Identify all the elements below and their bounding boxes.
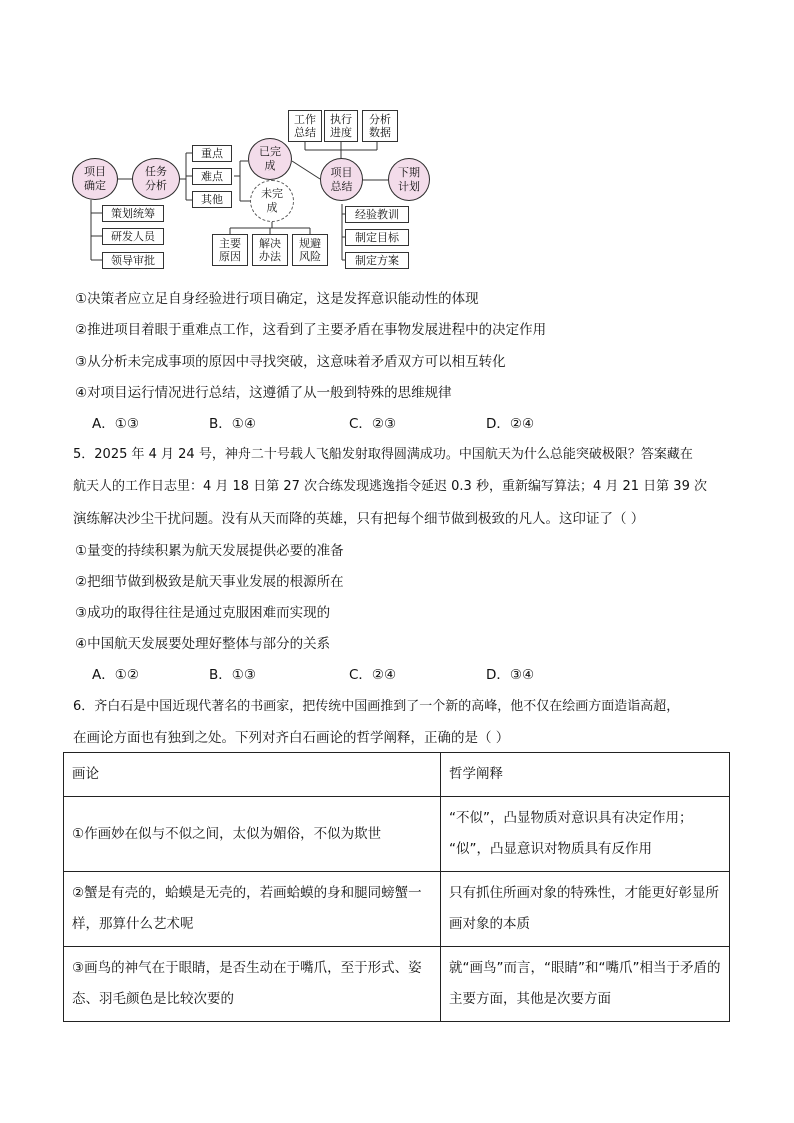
q5-choice-a[interactable]: A．①②: [92, 667, 139, 683]
focus-box: 重点: [192, 145, 232, 162]
q4-choice-c[interactable]: C．②③: [349, 416, 397, 432]
q5-stem-line-3: 演练解决沙尘干扰问题。没有从天而降的英雄，只有把每个细节做到极致的凡人。这印证了（ ）: [73, 511, 645, 527]
next-plan-node: 下期 计划: [388, 158, 430, 201]
q4-option-2: ②推进项目着眼于重难点工作，这看到了主要矛盾在事物发展进程中的决定作用: [75, 322, 547, 338]
q5-option-4: ④中国航天发展要处理好整体与部分的关系: [75, 636, 331, 652]
rd-staff-box: 研发人员: [102, 228, 164, 245]
progress-box: 执行 进度: [324, 110, 358, 142]
make-plan-box: 制定方案: [345, 252, 409, 269]
q5-stem-line-1: 5．2025 年 4 月 24 号，神舟二十号载人飞船发射取得圆满成功。中国航天为什么总能突破极限？答案藏在: [73, 447, 693, 462]
table-header-philosophy: 哲学阐释: [441, 753, 730, 797]
project-summary-node: 项目 总结: [320, 158, 363, 201]
q5-option-3: ③成功的取得往往是通过克服困难而实现的: [75, 605, 331, 621]
table-cell-explain-3: 就“画鸟”而言，“眼睛”和“嘴爪”相当于矛盾的主要方面，其他是次要方面: [441, 947, 730, 1022]
table-row: [64, 872, 730, 947]
table-cell-theory-1: ①作画妙在似与不似之间，太似为媚俗，不似为欺世: [64, 797, 441, 872]
q5-option-1: ①量变的持续积累为航天发展提供必要的准备: [75, 543, 344, 559]
table-cell-explain-1: “不似”，凸显物质对意识具有决定作用； “似”，凸显意识对物质具有反作用: [441, 797, 730, 872]
leader-approval-box: 领导审批: [102, 252, 164, 269]
q4-option-4: ④对项目运行情况进行总结，这遵循了从一般到特殊的思维规律: [75, 385, 452, 401]
planning-box: 策划统筹: [102, 205, 164, 222]
q4-choice-d[interactable]: D．②④: [486, 416, 535, 432]
project-determine-node: 项目 确定: [72, 158, 118, 200]
main-cause-box: 主要 原因: [212, 234, 248, 266]
table-cell-theory-3: ③画鸟的神气在于眼睛，是否生动在于嘴爪，至于形式、姿态、羽毛颜色是比较次要的: [64, 947, 441, 1022]
table-header-row: [64, 753, 730, 797]
analysis-data-box: 分析 数据: [362, 110, 398, 142]
q5-choice-d[interactable]: D．③④: [486, 667, 535, 683]
other-box: 其他: [192, 191, 232, 208]
task-analysis-node: 任务 分析: [132, 158, 180, 200]
table-header-painting-theory: 画论: [64, 753, 441, 797]
q5-option-2: ②把细节做到极致是航天事业发展的根源所在: [75, 574, 344, 590]
table-row: [64, 797, 730, 872]
completed-node: 已完 成: [248, 138, 292, 180]
q5-choice-b[interactable]: B．①③: [209, 667, 256, 683]
q6-table: [63, 752, 730, 1022]
lessons-box: 经验教训: [345, 206, 409, 223]
table-cell-theory-2: ②蟹是有壳的，蛤蟆是无壳的，若画蛤蟆的身和腿同螃蟹一样，那算什么艺术呢: [64, 872, 441, 947]
q6-stem-line-1: 6．齐白石是中国近现代著名的书画家，把传统中国画推到了一个新的高峰，他不仅在绘画方面造诣高超，: [73, 699, 680, 714]
table-cell-explain-2: 只有抓住所画对象的特殊性，才能更好彰显所画对象的本质: [441, 872, 730, 947]
set-goal-box: 制定目标: [345, 229, 409, 246]
q4-option-1: ①决策者应立足自身经验进行项目确定，这是发挥意识能动性的体现: [75, 291, 479, 307]
work-summary-box: 工作 总结: [288, 110, 322, 142]
difficulty-box: 难点: [192, 168, 232, 185]
q6-stem-line-2: 在画论方面也有独到之处。下列对齐白石画论的哲学阐释，正确的是（ ）: [73, 730, 510, 746]
solution-box: 解决 办法: [252, 234, 288, 266]
q4-choice-b[interactable]: B．①④: [209, 416, 256, 432]
project-flow-diagram: [62, 104, 442, 276]
q5-stem-line-2: 航天人的工作日志里：4 月 18 日第 27 次合练发现逃逸指令延迟 0.3 秒，重新编写算法；4 月 21 日第 39 次: [73, 479, 707, 494]
table-row: [64, 947, 730, 1022]
q4-option-3: ③从分析未完成事项的原因中寻找突破，这意味着矛盾双方可以相互转化: [75, 354, 506, 370]
q4-choice-a[interactable]: A．①③: [92, 416, 139, 432]
q5-choice-c[interactable]: C．②④: [349, 667, 397, 683]
uncompleted-node: 未完 成: [250, 180, 294, 222]
avoid-risk-box: 规避 风险: [292, 234, 328, 266]
